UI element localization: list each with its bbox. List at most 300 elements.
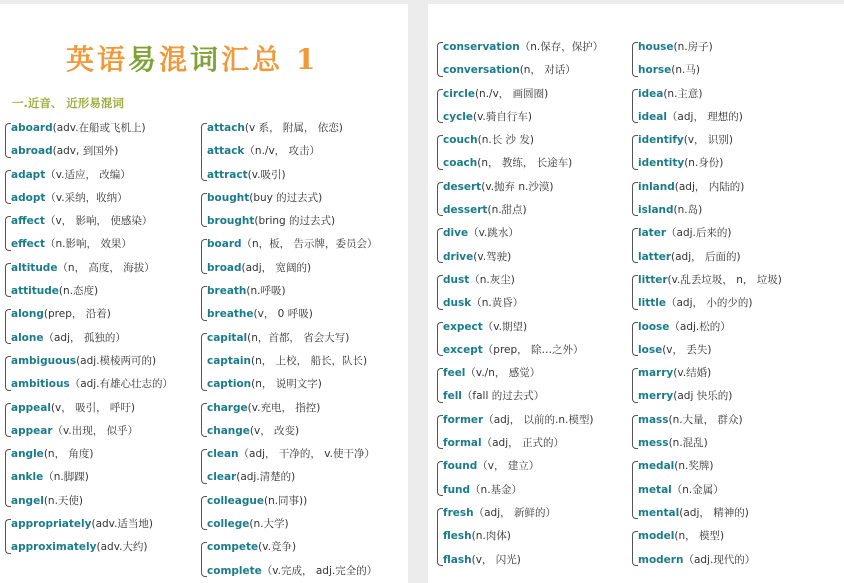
- word-meaning: （v.采纳，收纳）: [45, 191, 128, 204]
- word-meaning: （adj， 理想的): [666, 110, 743, 123]
- word-entry: [638, 362, 782, 385]
- word-term: caption: [207, 378, 252, 391]
- word-term: clear: [207, 471, 237, 484]
- word-term: dive: [443, 227, 469, 240]
- word-meaning: （fall 的过去式）: [461, 390, 545, 403]
- word-group: [198, 490, 378, 537]
- word-term: litter: [638, 273, 668, 286]
- word-entry: [207, 327, 378, 350]
- word-term: horse: [638, 64, 672, 77]
- word-term: bought: [207, 191, 250, 204]
- word-meaning: (v.吸引): [247, 168, 286, 181]
- word-meaning: (n.态度): [58, 285, 99, 298]
- word-meaning: （n.保存，保护）: [519, 41, 604, 53]
- word-entry: [443, 549, 603, 572]
- word-entry: [207, 443, 378, 466]
- word-term: clean: [207, 448, 239, 461]
- word-group: [434, 83, 603, 130]
- word-entry: [443, 339, 603, 362]
- word-group: [629, 362, 782, 409]
- word-term: attach: [207, 122, 245, 134]
- word-meaning: (adv.在船或飞机上): [52, 122, 146, 134]
- word-meaning: （v.适应， 改编）: [45, 168, 131, 181]
- word-meaning: (n.主意): [663, 87, 703, 100]
- word-term: identity: [638, 157, 685, 170]
- word-term: adapt: [11, 168, 46, 181]
- word-group: [198, 280, 378, 327]
- word-group: [2, 210, 173, 257]
- word-term: effect: [11, 238, 45, 251]
- word-entry: [443, 502, 603, 525]
- word-term: couch: [443, 134, 478, 147]
- word-column-1: [2, 117, 173, 560]
- word-meaning: （v， 建立）: [477, 460, 540, 473]
- word-entry: [443, 362, 603, 385]
- word-term: fresh: [443, 506, 474, 519]
- word-term: change: [207, 424, 250, 437]
- word-entry: [207, 513, 378, 536]
- word-entry: [443, 316, 603, 339]
- word-entry: [638, 59, 782, 82]
- word-entry: [443, 36, 603, 59]
- section-heading: 一.近音、 近形易混词: [12, 96, 124, 110]
- word-meaning: （n.影响， 效果）: [45, 238, 132, 251]
- word-entry: [11, 466, 173, 489]
- word-entry: [207, 466, 378, 489]
- word-term: fell: [443, 390, 462, 403]
- word-term: conversation: [443, 64, 520, 77]
- word-group: [434, 316, 603, 363]
- word-group: [434, 455, 603, 502]
- word-group: [198, 117, 378, 187]
- word-meaning: （v.期望): [482, 320, 528, 333]
- word-meaning: (n.岛): [673, 204, 703, 217]
- word-meaning: (n./v， 画圆圈): [474, 87, 549, 100]
- word-meaning: （adj.有雄心壮志的）: [69, 378, 174, 391]
- word-group: [629, 409, 782, 456]
- word-term: brought: [207, 215, 255, 228]
- word-entry: [11, 513, 173, 536]
- word-entry: [638, 525, 782, 548]
- word-term: mess: [638, 437, 669, 450]
- word-group: [198, 327, 378, 397]
- word-group: [2, 117, 173, 164]
- word-term: appropriately: [11, 518, 92, 531]
- word-entry: [443, 292, 603, 315]
- word-entry: [443, 199, 603, 222]
- word-entry: [207, 397, 378, 420]
- word-meaning: (n.肉体): [471, 530, 511, 543]
- word-entry: [638, 176, 782, 199]
- word-term: attitude: [11, 285, 59, 298]
- right-page: [428, 4, 844, 583]
- word-term: altitude: [11, 261, 58, 274]
- word-group: [434, 176, 603, 223]
- word-entry: [638, 502, 782, 525]
- word-meaning: (v， 丢失): [662, 343, 712, 356]
- word-entry: [207, 140, 378, 163]
- word-term: lose: [638, 343, 663, 356]
- word-term: abroad: [11, 145, 53, 158]
- word-entry: [443, 479, 603, 502]
- word-meaning: (n， 教练， 长途车): [477, 157, 573, 170]
- word-term: marry: [638, 367, 674, 380]
- word-meaning: （adj， 干净的， v.使干净）: [238, 448, 375, 461]
- word-entry: [11, 443, 173, 466]
- word-term: former: [443, 413, 484, 426]
- word-term: island: [638, 204, 674, 217]
- word-meaning: （v.跳水）: [468, 227, 519, 240]
- word-meaning: （n， 高度， 海拔）: [57, 261, 155, 274]
- word-group: [434, 362, 603, 409]
- word-entry: [443, 385, 603, 408]
- word-entry: [443, 525, 603, 548]
- word-meaning: (adj.模棱两可的): [76, 354, 157, 367]
- word-term: compete: [207, 541, 259, 554]
- word-meaning: (v.骑自行车): [473, 110, 532, 123]
- word-entry: [638, 385, 782, 408]
- word-group: [434, 129, 603, 176]
- page-title: 英语易混词汇总 1: [66, 43, 319, 76]
- word-entry: [638, 152, 782, 175]
- word-term: except: [443, 343, 483, 356]
- word-meaning: (adv.大约): [96, 541, 148, 554]
- word-term: alone: [11, 331, 44, 344]
- word-term: metal: [638, 483, 672, 496]
- word-entry: [207, 536, 378, 559]
- word-group: [2, 164, 173, 211]
- word-meaning: （n.黄昏）: [471, 297, 524, 310]
- word-group: [2, 303, 173, 350]
- word-term: modern: [638, 553, 684, 566]
- word-entry: [207, 303, 378, 326]
- word-group: [434, 222, 603, 269]
- word-entry: [443, 83, 603, 106]
- word-term: found: [443, 460, 478, 473]
- word-meaning: （adj， 小的少的): [665, 297, 753, 310]
- word-term: dusk: [443, 297, 472, 310]
- word-entry: [11, 373, 173, 396]
- word-entry: [11, 140, 173, 163]
- word-group: [629, 269, 782, 316]
- word-term: angle: [11, 448, 44, 461]
- word-entry: [638, 292, 782, 315]
- left-page: [0, 4, 408, 583]
- word-meaning: (n.大量， 群众): [668, 413, 743, 426]
- word-entry: [207, 117, 378, 140]
- word-group: [2, 397, 173, 444]
- word-meaning: (adj， 宽阔的): [241, 261, 312, 274]
- word-entry: [207, 350, 378, 373]
- word-term: complete: [207, 564, 262, 577]
- word-term: ambiguous: [11, 354, 77, 367]
- word-meaning: (buy 的过去式): [249, 191, 323, 204]
- word-entry: [638, 316, 782, 339]
- word-meaning: （adj， 以前的.n.模型): [483, 413, 594, 426]
- word-term: appear: [11, 424, 53, 437]
- word-meaning: (n.大学): [249, 518, 289, 531]
- word-meaning: (n.马): [671, 64, 700, 77]
- word-term: fund: [443, 483, 471, 496]
- word-entry: [207, 164, 378, 187]
- word-term: capital: [207, 331, 248, 344]
- word-term: merry: [638, 390, 674, 403]
- word-meaning: (v.结婚): [673, 367, 712, 380]
- word-term: drive: [443, 250, 474, 263]
- word-meaning: (n.房子): [673, 41, 713, 53]
- word-entry: [443, 269, 603, 292]
- word-entry: [11, 233, 173, 256]
- word-entry: [443, 176, 603, 199]
- word-meaning: （n.脚踝): [43, 471, 89, 484]
- word-group: [434, 409, 603, 456]
- word-term: house: [638, 41, 674, 53]
- word-term: ambitious: [11, 378, 70, 391]
- word-entry: [443, 222, 603, 245]
- word-meaning: (n， 对话）: [519, 64, 576, 77]
- word-term: little: [638, 297, 666, 310]
- word-term: desert: [443, 180, 482, 193]
- word-meaning: （prep， 除…之外）: [482, 343, 584, 356]
- word-meaning: (n.身份): [684, 157, 724, 170]
- word-meaning: (prep， 沿着): [43, 308, 111, 321]
- word-group: [629, 129, 782, 176]
- word-term: charge: [207, 401, 248, 414]
- word-entry: [207, 187, 378, 210]
- word-entry: [207, 420, 378, 443]
- word-term: adopt: [11, 191, 46, 204]
- word-meaning: (v， 吸引， 呼吁): [50, 401, 136, 414]
- word-term: feel: [443, 367, 466, 380]
- word-entry: [638, 83, 782, 106]
- word-meaning: (v.乱丢垃圾， n， 垃圾): [667, 273, 782, 286]
- word-entry: [638, 479, 782, 502]
- word-term: model: [638, 530, 675, 543]
- word-term: board: [207, 238, 242, 251]
- word-entry: [638, 409, 782, 432]
- word-meaning: (n.同事)): [263, 494, 308, 507]
- word-meaning: （n./v， 攻击）: [244, 145, 321, 158]
- word-meaning: (n， 上校， 船长，队长): [251, 354, 368, 367]
- word-term: mass: [638, 413, 669, 426]
- word-entry: [207, 560, 378, 583]
- word-term: expect: [443, 320, 483, 333]
- word-meaning: （adj， 孤独的）: [43, 331, 126, 344]
- word-term: identify: [638, 134, 684, 147]
- word-meaning: （adj.松的）: [669, 320, 731, 333]
- word-meaning: （v./n， 感觉）: [465, 367, 541, 380]
- word-term: flesh: [443, 530, 472, 543]
- word-meaning: （n.灰尘): [469, 273, 515, 286]
- word-group: [2, 257, 173, 304]
- word-entry: [207, 490, 378, 513]
- word-term: along: [11, 308, 44, 321]
- word-meaning: (v.充电， 指控): [247, 401, 321, 414]
- word-entry: [11, 420, 173, 443]
- word-column-3: [434, 36, 603, 572]
- word-group: [2, 513, 173, 560]
- word-group: [629, 455, 782, 525]
- word-meaning: (v， 闪光): [471, 553, 521, 566]
- word-term: flash: [443, 553, 472, 566]
- word-meaning: (adj， 内陆的): [674, 180, 745, 193]
- word-group: [629, 176, 782, 223]
- word-group: [629, 316, 782, 363]
- word-entry: [443, 432, 603, 455]
- word-group: [434, 36, 603, 83]
- word-meaning: （v.出现， 似乎）: [52, 424, 139, 437]
- word-entry: [11, 327, 173, 350]
- word-group: [434, 269, 603, 316]
- word-entry: [638, 36, 782, 59]
- word-group: [434, 502, 603, 572]
- word-meaning: (v.驾驶): [473, 250, 512, 263]
- word-entry: [207, 280, 378, 303]
- word-column-2: [198, 117, 378, 583]
- word-meaning: (n， 说明文字): [251, 378, 322, 391]
- word-meaning: (n.甜点): [487, 204, 527, 217]
- word-meaning: （v.完成， adj.完全的）: [261, 564, 378, 577]
- word-term: latter: [638, 250, 672, 263]
- word-entry: [11, 303, 173, 326]
- word-entry: [443, 455, 603, 478]
- word-meaning: (n.长 沙 发): [477, 134, 534, 147]
- word-meaning: （adj.后来的): [666, 227, 732, 240]
- word-term: idea: [638, 87, 664, 100]
- word-meaning: (v.竞争): [258, 541, 297, 554]
- word-entry: [638, 269, 782, 292]
- word-term: colleague: [207, 494, 264, 507]
- word-group: [2, 443, 173, 513]
- word-meaning: （n.金属）: [671, 483, 724, 496]
- word-term: angel: [11, 494, 44, 507]
- word-meaning: (n， 模型): [674, 530, 725, 543]
- word-meaning: (v 系， 附属， 依恋): [244, 122, 343, 134]
- word-group: [629, 525, 782, 572]
- word-entry: [11, 397, 173, 420]
- word-term: circle: [443, 87, 475, 100]
- word-entry: [638, 106, 782, 129]
- word-meaning: (v， 改变): [249, 424, 300, 437]
- word-term: breathe: [207, 308, 254, 321]
- word-entry: [443, 106, 603, 129]
- word-entry: [207, 257, 378, 280]
- word-term: ankle: [11, 471, 44, 484]
- word-entry: [638, 455, 782, 478]
- word-term: formal: [443, 437, 482, 450]
- word-term: medal: [638, 460, 675, 473]
- word-entry: [11, 350, 173, 373]
- word-meaning: (n， 角度): [43, 448, 94, 461]
- word-group: [198, 397, 378, 444]
- word-entry: [638, 246, 782, 269]
- word-meaning: (adv, 到国外): [52, 145, 119, 158]
- word-group: [198, 536, 378, 583]
- word-meaning: (adj， 精神的): [679, 506, 749, 519]
- word-meaning: (n.天使): [43, 494, 83, 507]
- word-meaning: （adj.现代的）: [683, 553, 756, 566]
- word-entry: [207, 210, 378, 233]
- word-meaning: (n，首都， 省会大写): [247, 331, 350, 344]
- word-entry: [207, 233, 378, 256]
- word-term: approximately: [11, 541, 97, 554]
- word-term: dessert: [443, 204, 488, 217]
- word-meaning: (v， 识别): [683, 134, 733, 147]
- word-entry: [638, 199, 782, 222]
- word-group: [629, 222, 782, 269]
- word-group: [198, 443, 378, 490]
- word-meaning: (adj 快乐的): [673, 390, 733, 403]
- word-meaning: （n.基金）: [470, 483, 523, 496]
- word-entry: [11, 280, 173, 303]
- word-group: [198, 233, 378, 280]
- word-meaning: （n，板， 告示牌，委员会）: [241, 238, 378, 251]
- word-group: [629, 36, 782, 83]
- word-entry: [443, 246, 603, 269]
- word-meaning: (adv.适当地): [91, 518, 154, 531]
- word-meaning: (adj.清楚的): [236, 471, 296, 484]
- word-entry: [11, 210, 173, 233]
- word-entry: [11, 490, 173, 513]
- word-group: [198, 187, 378, 234]
- word-meaning: (v.抛弃 n.沙漠): [481, 180, 554, 193]
- word-term: attract: [207, 168, 248, 181]
- word-term: affect: [11, 215, 45, 228]
- word-column-4: [629, 36, 782, 572]
- word-entry: [443, 59, 603, 82]
- word-entry: [11, 187, 173, 210]
- word-group: [2, 350, 173, 397]
- word-entry: [443, 152, 603, 175]
- word-meaning: (n.奖牌): [674, 460, 714, 473]
- word-meaning: （v， 影响， 使感染）: [44, 215, 153, 228]
- word-term: college: [207, 518, 250, 531]
- word-term: loose: [638, 320, 670, 333]
- word-group: [629, 83, 782, 130]
- word-entry: [638, 432, 782, 455]
- word-term: attack: [207, 145, 245, 158]
- word-entry: [638, 339, 782, 362]
- word-term: aboard: [11, 122, 53, 134]
- word-meaning: (n.混乱): [668, 437, 708, 450]
- word-entry: [638, 549, 782, 572]
- word-entry: [207, 373, 378, 396]
- word-term: inland: [638, 180, 675, 193]
- word-entry: [443, 409, 603, 432]
- word-meaning: (adj， 后面的): [671, 250, 741, 263]
- word-term: appeal: [11, 401, 51, 414]
- word-term: conservation: [443, 41, 520, 53]
- word-meaning: （adj， 正式的）: [481, 437, 564, 450]
- word-entry: [638, 129, 782, 152]
- word-entry: [638, 222, 782, 245]
- word-meaning: (bring 的过去式): [254, 215, 336, 228]
- word-term: breath: [207, 285, 247, 298]
- word-term: mental: [638, 506, 680, 519]
- word-entry: [443, 129, 603, 152]
- word-entry: [11, 164, 173, 187]
- word-term: later: [638, 227, 667, 240]
- word-term: cycle: [443, 110, 474, 123]
- word-meaning: (n.呼吸): [246, 285, 286, 298]
- word-term: captain: [207, 354, 252, 367]
- word-term: broad: [207, 261, 242, 274]
- word-term: ideal: [638, 110, 667, 123]
- word-entry: [11, 257, 173, 280]
- word-meaning: (v， 0 呼吸): [253, 308, 313, 321]
- word-term: coach: [443, 157, 478, 170]
- word-term: dust: [443, 273, 470, 286]
